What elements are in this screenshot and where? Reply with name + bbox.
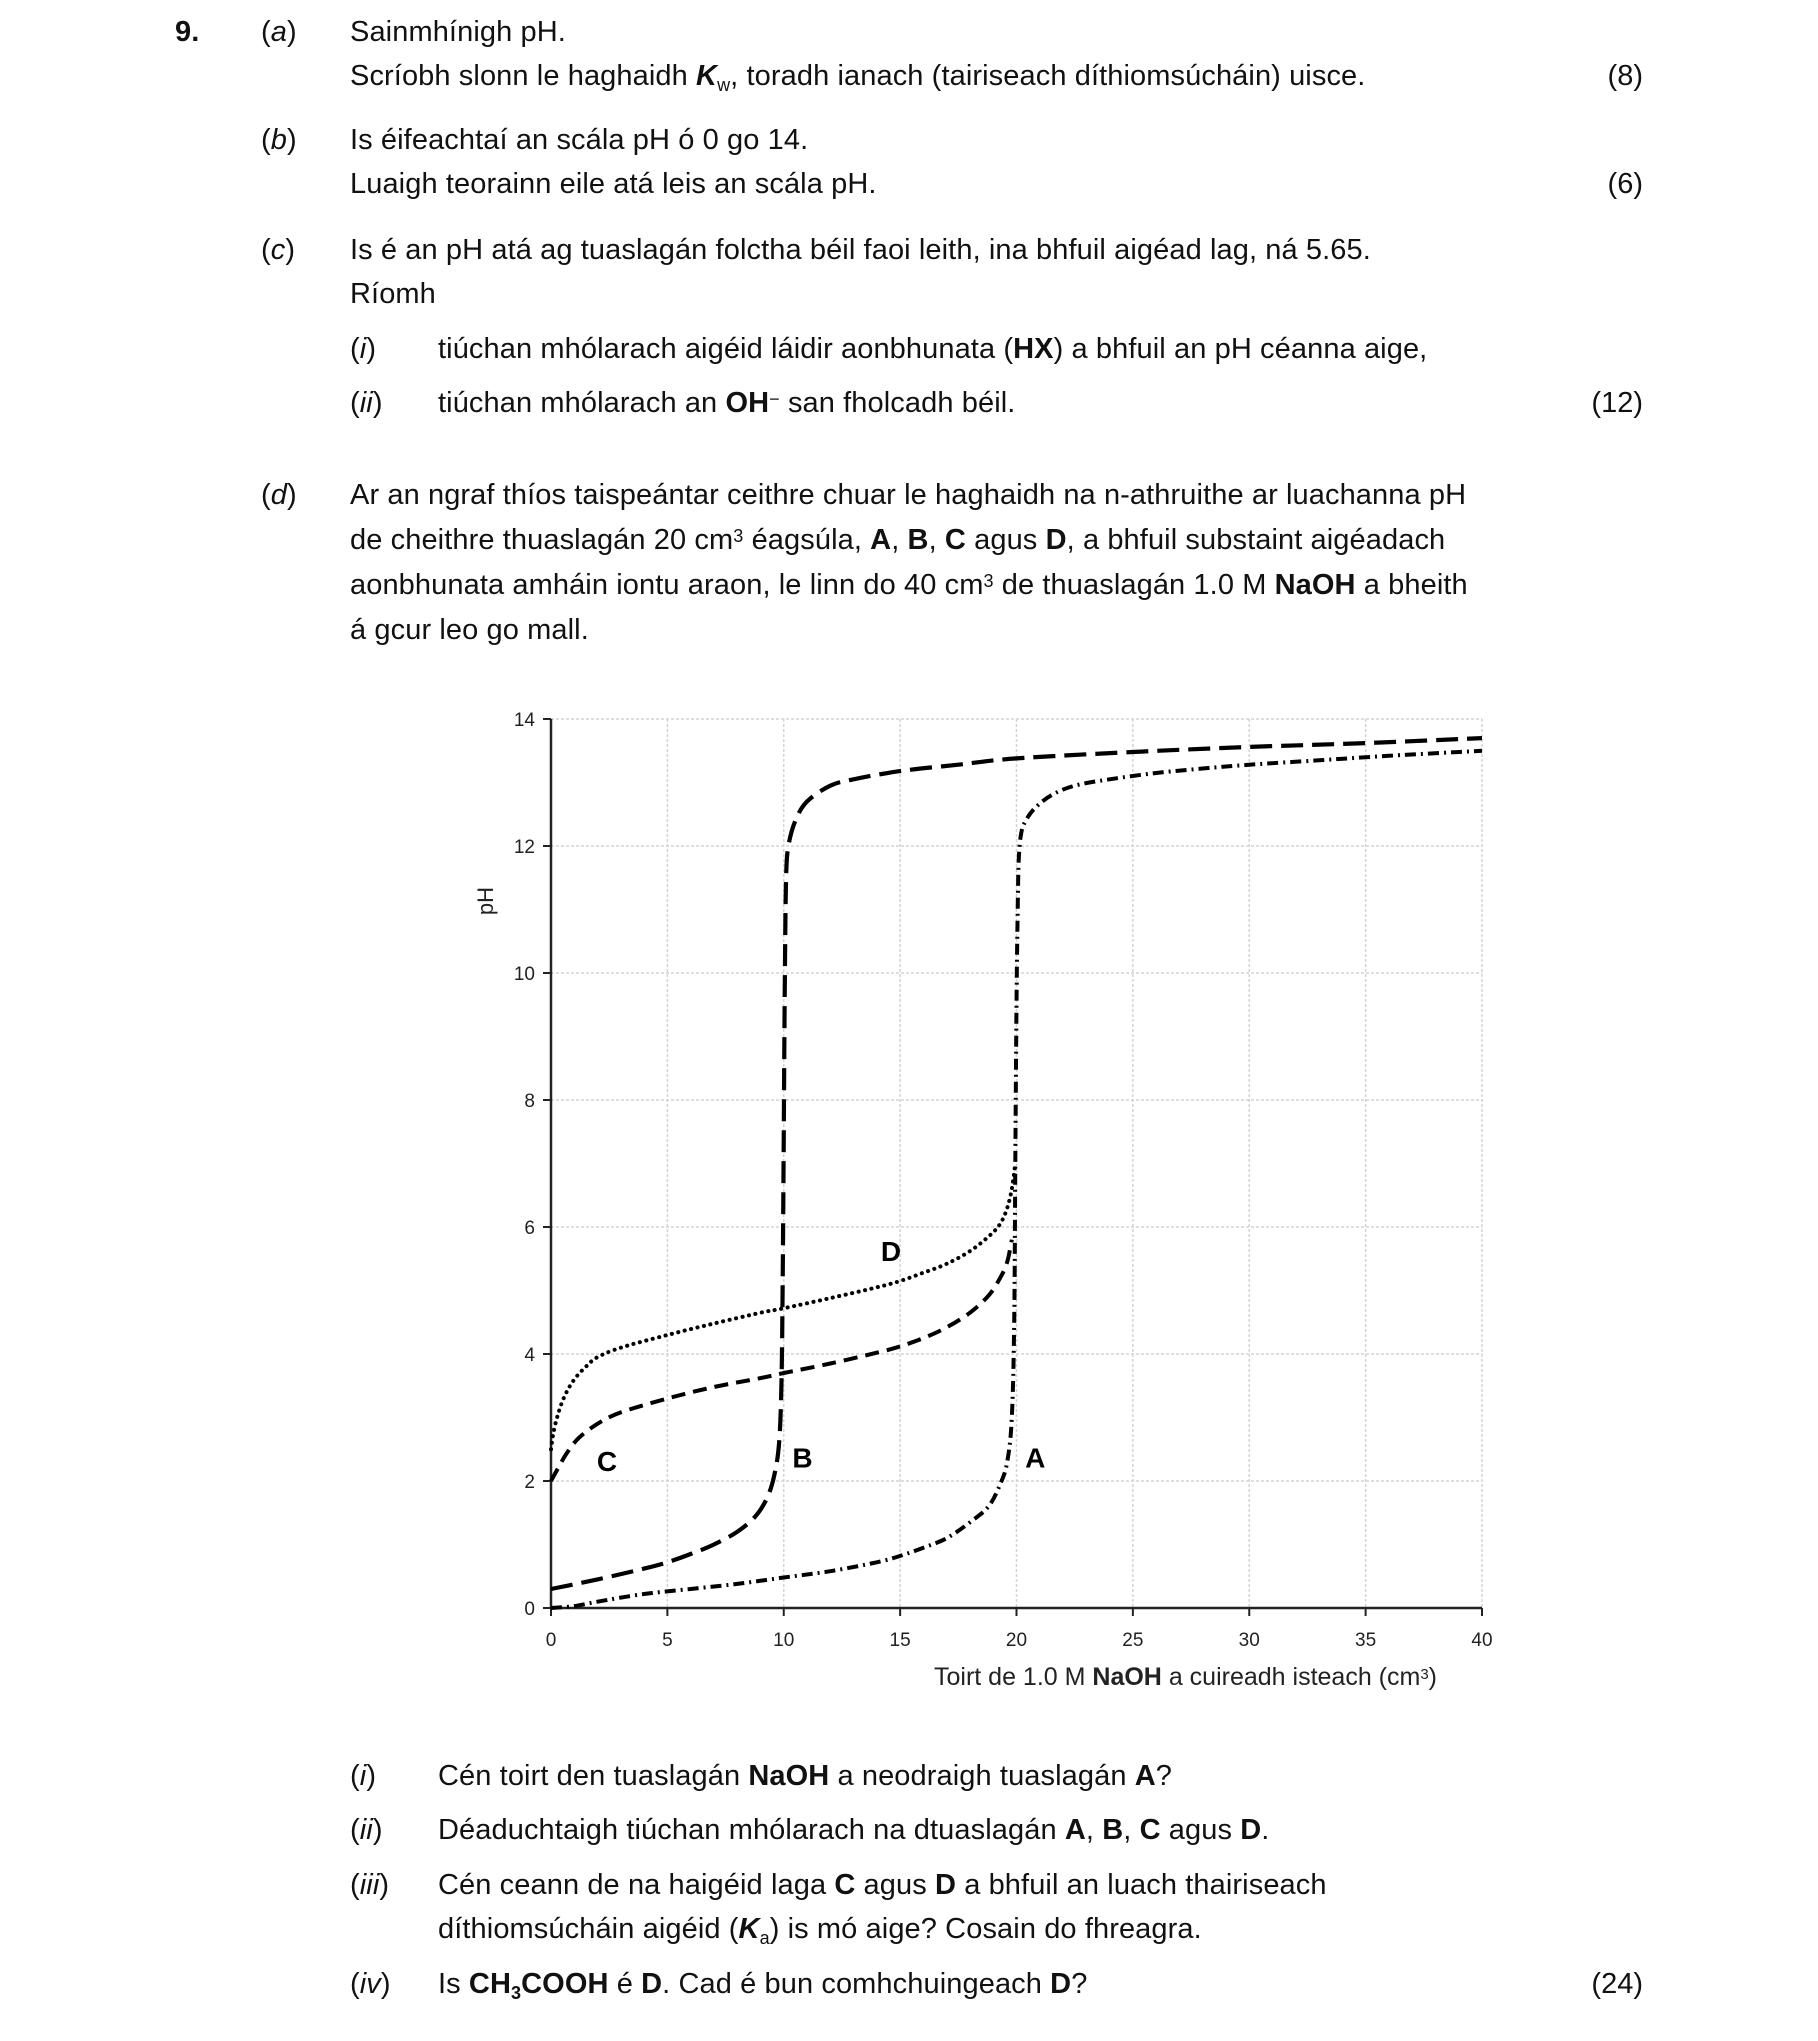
x-axis-title: Toirt de 1.0 M NaOH a cuireadh isteach $(cm^3)$ bbox=[934, 1663, 1437, 1691]
part-a-line2: Scríobh slonn le haghaidh $K_w$, toradh ianach (tairiseach díthiomsúcháin) uisce. bbox=[350, 60, 1366, 95]
y-tick-label: 10 bbox=[513, 964, 535, 985]
curve-label-b: B bbox=[792, 1442, 813, 1474]
titration-chart bbox=[440, 700, 1520, 1651]
x-tick-label: 0 bbox=[545, 1630, 557, 1651]
x-tick-label: 40 bbox=[1471, 1630, 1493, 1651]
part-a-line1: Sainmhínigh pH. bbox=[350, 16, 566, 48]
part-c-i-text: tiúchan mhólarach aigéid láidir aonbhunata (HX) a bhfuil an pH céanna aige, bbox=[438, 333, 1428, 365]
part-b-line1: Is éifeachtaí an scála pH ó 0 go 14. bbox=[350, 124, 809, 156]
x-tick-label: 35 bbox=[1355, 1630, 1377, 1651]
part-a-marks: (8) bbox=[1607, 60, 1643, 92]
chart-grid bbox=[551, 719, 1482, 1608]
part-d-iii-text-line2: díthiomsúcháin aigéid $(K_a)$ is mó aige? Cosain do fhreagra. bbox=[438, 1913, 1202, 1948]
part-d-line3: aonbhunata amháin iontu araon, le linn do 40 $cm^3$ de thuaslagán 1.0 M NaOH a bheith bbox=[350, 569, 1468, 601]
part-d-iv-text: Is $CH_3COOH$ é D. Cad é bun comhchuingeach D? bbox=[438, 1968, 1088, 2003]
curve-label-d: D bbox=[880, 1236, 902, 1268]
x-tick-label: 5 bbox=[662, 1630, 673, 1651]
part-d-i-label: (i) bbox=[350, 1760, 377, 1792]
y-tick-label: 14 bbox=[513, 710, 535, 731]
y-axis-title: pH bbox=[473, 886, 499, 916]
part-a-label: (a) bbox=[261, 16, 297, 48]
chart-curve-labels bbox=[597, 1236, 1045, 1477]
y-tick-label: 4 bbox=[524, 1345, 535, 1366]
y-tick-label: 6 bbox=[524, 1218, 535, 1239]
y-tick-label: 0 bbox=[524, 1599, 535, 1620]
part-d-line2: de cheithre thuaslagán 20 $cm^3$ éagsúla, A, B, C agus D, a bhfuil substaint aigéadach bbox=[350, 524, 1446, 556]
part-d-iii-label: (iii) bbox=[350, 1869, 390, 1901]
part-d-line4: á gcur leo go mall. bbox=[350, 614, 589, 646]
part-c-i-label: (i) bbox=[350, 333, 377, 365]
y-tick-label: 8 bbox=[524, 1091, 535, 1112]
part-c-ii-label: (ii) bbox=[350, 387, 383, 419]
chart-axes bbox=[514, 710, 1493, 1651]
curve-label-a: A bbox=[1025, 1442, 1046, 1474]
part-b-label: (b) bbox=[261, 124, 297, 156]
part-c-line2: Ríomh bbox=[350, 278, 436, 310]
x-tick-label: 10 bbox=[773, 1630, 795, 1651]
part-d-ii-text: Déaduchtaigh tiúchan mhólarach na dtuaslagán A, B, C agus D. bbox=[438, 1814, 1270, 1846]
part-c-ii-text: tiúchan mhólarach an OH− san fholcadh béil. bbox=[438, 387, 1016, 419]
part-d-iv-label: (iv) bbox=[350, 1968, 391, 2000]
x-tick-label: 20 bbox=[1005, 1630, 1028, 1651]
part-c-label: (c) bbox=[261, 234, 296, 266]
chart-curves bbox=[551, 738, 1482, 1608]
part-d-i-text: Cén toirt den tuaslagán NaOH a neodraigh tuaslagán A? bbox=[438, 1760, 1173, 1792]
part-d-line1: Ar an ngraf thíos taispeántar ceithre chuar le haghaidh na n-athruithe ar luachanna pH bbox=[350, 479, 1467, 511]
y-tick-label: 2 bbox=[524, 1472, 535, 1493]
x-tick-label: 15 bbox=[889, 1630, 911, 1651]
x-tick-label: 30 bbox=[1238, 1630, 1260, 1651]
part-c-marks: (12) bbox=[1591, 387, 1643, 419]
part-b-marks: (6) bbox=[1607, 168, 1643, 200]
part-d-ii-label: (ii) bbox=[350, 1814, 383, 1846]
question-number: 9. bbox=[175, 16, 200, 48]
part-d-marks: (24) bbox=[1591, 1968, 1643, 2000]
curve-label-c: C bbox=[596, 1445, 618, 1477]
part-d-label: (d) bbox=[261, 479, 297, 511]
part-b-line2: Luaigh teorainn eile atá leis an scála pH. bbox=[350, 168, 877, 200]
part-d-iii-text: Cén ceann de na haigéid laga C agus D a bhfuil an luach thairiseach bbox=[438, 1869, 1327, 1901]
y-tick-label: 12 bbox=[513, 837, 535, 858]
part-c-line1: Is é an pH atá ag tuaslagán folctha béil faoi leith, ina bhfuil aigéad lag, ná 5.65. bbox=[350, 234, 1371, 266]
x-tick-label: 25 bbox=[1122, 1630, 1144, 1651]
